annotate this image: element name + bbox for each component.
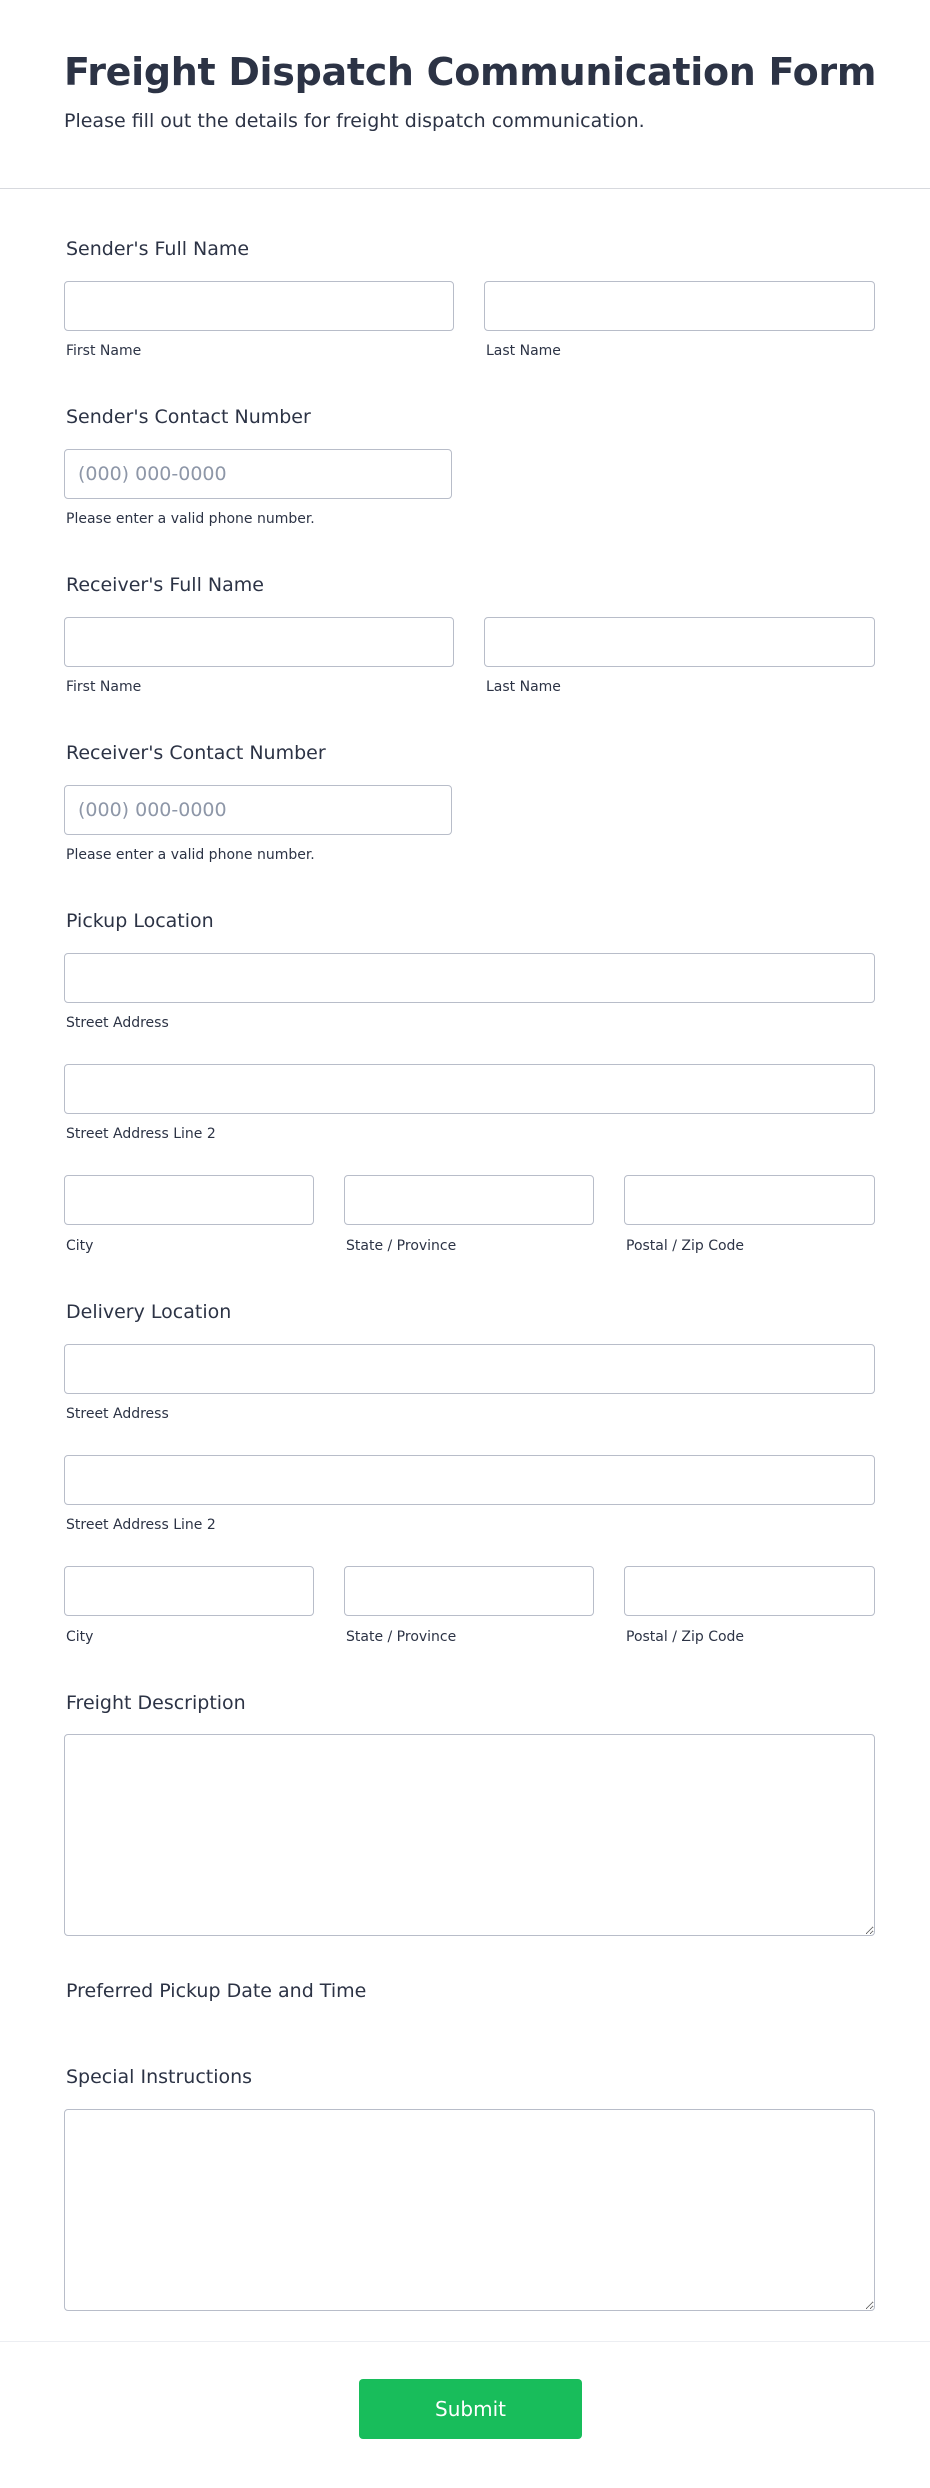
pickup-location-label: Pickup Location — [66, 910, 214, 932]
submit-button[interactable]: Submit — [359, 2379, 582, 2439]
sender-first-name-sublabel: First Name — [66, 343, 142, 359]
delivery-city-input[interactable] — [64, 1566, 314, 1616]
sender-phone-label: Sender's Contact Number — [66, 406, 311, 428]
pickup-street2-input[interactable] — [64, 1064, 875, 1114]
freight-description-label: Freight Description — [66, 1692, 246, 1714]
delivery-state-input[interactable] — [344, 1566, 594, 1616]
delivery-city-sublabel: City — [66, 1629, 94, 1645]
sender-name-label: Sender's Full Name — [66, 238, 250, 260]
pickup-datetime-label: Preferred Pickup Date and Time — [66, 1980, 367, 2002]
delivery-state-sublabel: State / Province — [346, 1629, 457, 1645]
receiver-first-name-sublabel: First Name — [66, 679, 142, 695]
delivery-zip-sublabel: Postal / Zip Code — [626, 1629, 745, 1645]
sender-phone-hint: Please enter a valid phone number. — [66, 511, 315, 527]
delivery-street2-sublabel: Street Address Line 2 — [66, 1517, 216, 1533]
freight-description-textarea[interactable] — [64, 1734, 875, 1936]
delivery-location-label: Delivery Location — [66, 1301, 232, 1323]
delivery-zip-input[interactable] — [624, 1566, 875, 1616]
receiver-last-name-input[interactable] — [484, 617, 875, 667]
pickup-city-sublabel: City — [66, 1238, 94, 1254]
sender-last-name-sublabel: Last Name — [486, 343, 561, 359]
delivery-street-input[interactable] — [64, 1344, 875, 1394]
receiver-phone-hint: Please enter a valid phone number. — [66, 847, 315, 863]
receiver-phone-input[interactable] — [64, 785, 452, 835]
form-header — [0, 0, 930, 189]
pickup-state-sublabel: State / Province — [346, 1238, 457, 1254]
special-instructions-textarea[interactable] — [64, 2109, 875, 2311]
form-title: Freight Dispatch Communication Form — [64, 50, 877, 94]
pickup-street-sublabel: Street Address — [66, 1015, 169, 1031]
delivery-street2-input[interactable] — [64, 1455, 875, 1505]
pickup-street2-sublabel: Street Address Line 2 — [66, 1126, 216, 1142]
delivery-street-sublabel: Street Address — [66, 1406, 169, 1422]
receiver-phone-label: Receiver's Contact Number — [66, 742, 326, 764]
sender-last-name-input[interactable] — [484, 281, 875, 331]
pickup-zip-input[interactable] — [624, 1175, 875, 1225]
pickup-zip-sublabel: Postal / Zip Code — [626, 1238, 745, 1254]
pickup-street-input[interactable] — [64, 953, 875, 1003]
footer-divider — [0, 2341, 930, 2342]
receiver-first-name-input[interactable] — [64, 617, 454, 667]
special-instructions-label: Special Instructions — [66, 2066, 253, 2088]
pickup-city-input[interactable] — [64, 1175, 314, 1225]
pickup-state-input[interactable] — [344, 1175, 594, 1225]
receiver-name-label: Receiver's Full Name — [66, 574, 264, 596]
receiver-last-name-sublabel: Last Name — [486, 679, 561, 695]
sender-first-name-input[interactable] — [64, 281, 454, 331]
sender-phone-input[interactable] — [64, 449, 452, 499]
form-subtitle: Please fill out the details for freight dispatch communication. — [64, 110, 645, 132]
